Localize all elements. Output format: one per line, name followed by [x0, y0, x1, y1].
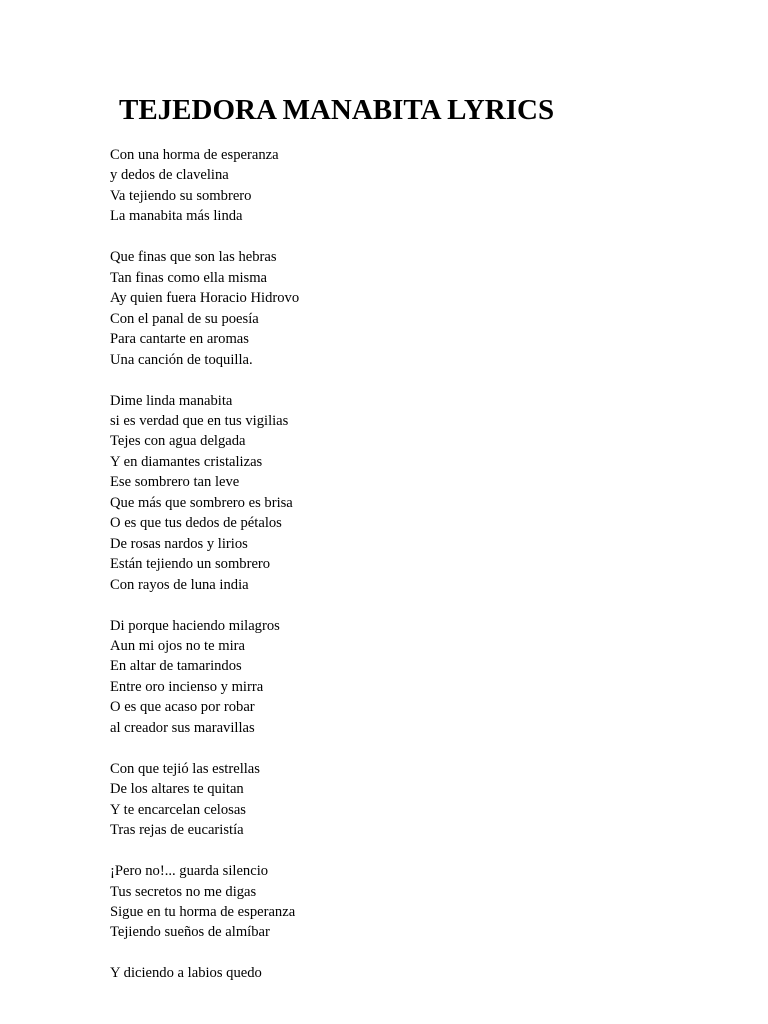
lyric-line: Y diciendo a labios quedo — [110, 965, 262, 982]
lyric-line: Aun mi ojos no te mira — [110, 638, 245, 655]
lyric-line: Entre oro incienso y mirra — [110, 678, 264, 695]
lyric-line: Tejiendo sueños de almíbar — [110, 924, 270, 941]
stanza — [110, 145, 670, 227]
lyric-line: Tejes con agua delgada — [110, 433, 246, 450]
lyrics-body — [110, 145, 670, 1004]
lyric-line: y dedos de clavelina — [110, 167, 229, 184]
lyric-line: Tus secretos no me digas — [110, 883, 257, 900]
lyric-line: Que finas que son las hebras — [110, 249, 277, 266]
lyric-line: Con que tejió las estrellas — [110, 760, 260, 777]
stanza — [110, 247, 670, 370]
lyric-line: al creador sus maravillas — [110, 719, 255, 736]
lyric-line: Y en diamantes cristalizas — [110, 453, 263, 470]
lyric-line: O es que tus dedos de pétalos — [110, 515, 282, 532]
lyric-line: En altar de tamarindos — [110, 658, 242, 675]
lyric-line: Están tejiendo un sombrero — [110, 556, 271, 573]
lyric-line: De los altares te quitan — [110, 781, 244, 798]
lyric-line: Para cantarte en aromas — [110, 331, 249, 348]
lyric-line: Ay quien fuera Horacio Hidrovo — [110, 290, 300, 307]
lyric-line: Que más que sombrero es brisa — [110, 494, 293, 511]
lyric-line: Sigue en tu horma de esperanza — [110, 904, 296, 920]
lyric-line: Dime linda manabita — [110, 392, 233, 409]
stanza — [110, 391, 670, 596]
lyric-line: Ese sombrero tan leve — [110, 474, 240, 491]
stanza — [110, 759, 670, 841]
lyric-line: Y te encarcelan celosas — [110, 801, 246, 818]
lyric-line: La manabita más linda — [110, 208, 243, 225]
lyric-line: Con rayos de luna india — [110, 576, 249, 593]
lyric-line: ¡Pero no!... guarda silencio — [110, 863, 269, 880]
stanza — [110, 616, 670, 739]
lyric-line: O es que acaso por robar — [110, 699, 255, 716]
lyric-line: De rosas nardos y lirios — [110, 535, 248, 552]
stanza — [110, 861, 670, 943]
lyric-line: Una canción de toquilla. — [110, 351, 253, 368]
lyric-line: Di porque haciendo milagros — [110, 617, 280, 634]
stanza — [110, 963, 670, 983]
lyric-line: Va tejiendo su sombrero — [110, 187, 252, 204]
lyric-line: si es verdad que en tus vigilias — [110, 412, 289, 429]
lyric-line: Tras rejas de eucaristía — [110, 822, 244, 839]
lyric-line: Con el panal de su poesía — [110, 310, 259, 327]
lyric-line: Con una horma de esperanza — [110, 147, 279, 163]
lyric-line: Tan finas como ella misma — [110, 269, 268, 286]
page-title: TEJEDORA MANABITA LYRICS — [119, 94, 555, 126]
